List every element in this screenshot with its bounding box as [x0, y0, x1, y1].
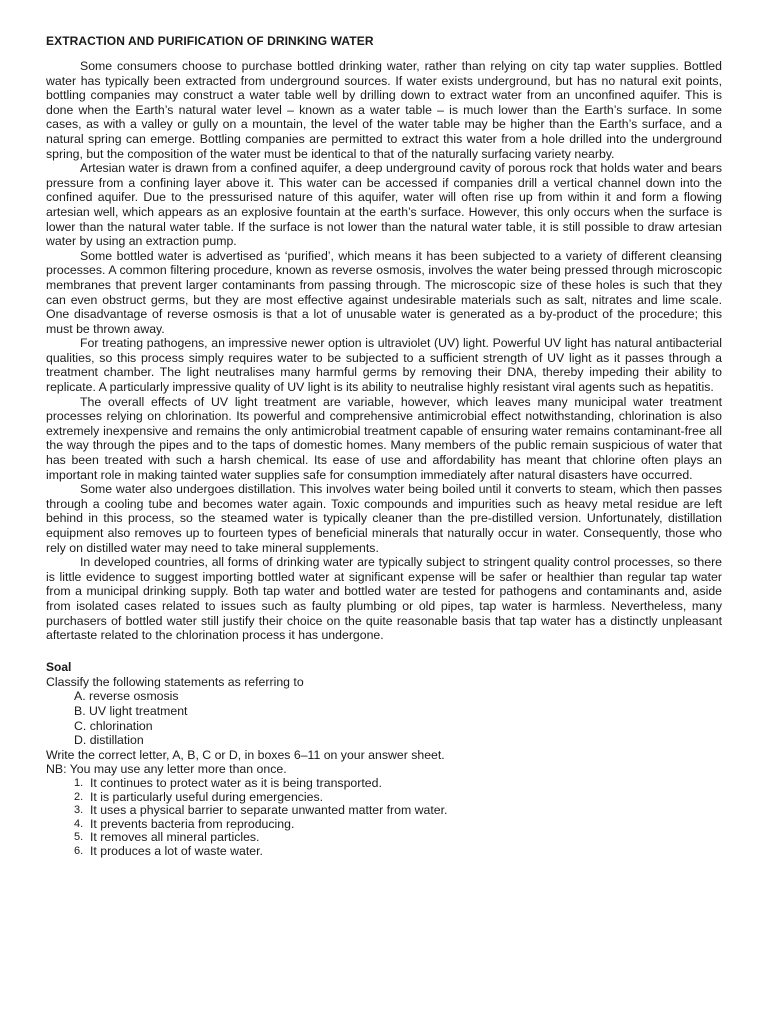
paragraph-4: For treating pathogens, an impressive newer option is ultraviolet (UV) light. Powerful UV light has natural antibacterial qualities, so this process simply requires water to be subjected to a sufficient strength of UV light as it passes through a treatment chamber. The light neutralises many harmful germs by removing their DNA, thereby impeding their ability to replicate. A particularly impressive quality of UV light is its ability to neutralise highly resistant viral agents such as hepatitis.	[46, 336, 722, 395]
question-number: 1.	[74, 776, 84, 789]
question-text: It produces a lot of waste water.	[90, 843, 263, 858]
question-list	[46, 777, 722, 859]
option-item: A. reverse osmosis	[74, 689, 179, 704]
question-text: It removes all mineral particles.	[90, 830, 260, 845]
paragraph-5: The overall effects of UV light treatment are variable, however, which leaves many municipal water treatment processes relying on chlorination. Its powerful and comprehensive antimicrobial effect notwithstanding, chlorination is also extremely inexpensive and remains the only antimicrobial treatment capable of ensuring water remains contaminant-free all the way through the pipes and to the taps of domestic homes. Many members of the public remain suspicious of water that has been treated with such a harsh chemical. Its ease of use and affordability has meant that chlorine often plays an important role in making tainted water supplies safe for consumption immediately after natural disasters have occurred.	[46, 394, 722, 482]
paragraph-6: Some water also undergoes distillation. This involves water being boiled until it converts to steam, which then passes through a cooling tube and becomes water again. Toxic compounds and impurities such as heavy metal residue are left behind in this process, so the steamed water is typically cleaner than the pre-distilled version. Unfortunately, distillation equipment also removes up to fourteen types of beneficial minerals that naturally occur in water. Consequently, those who rely on distilled water may need to take mineral supplements.	[46, 482, 722, 555]
question-number: 4.	[74, 817, 84, 830]
paragraph-3: Some bottled water is advertised as ‘purified’, which means it has been subjected to a variety of different cleansing processes. A common filtering procedure, known as reverse osmosis, involves the water being pressed through microscopic membranes that prevent larger contaminants from passing through. The microscopic size of these holes is such that they can even obstruct germs, but they are most effective against undesirable materials such as salt, nitrates and lime scale. One disadvantage of reverse osmosis is that a lot of unusable water is generated as a by-product of the procedure; this must be thrown away.	[46, 248, 722, 336]
document-page	[46, 34, 722, 858]
soal-heading: Soal	[46, 659, 72, 674]
option-item: D. distillation	[74, 733, 144, 748]
question-item	[74, 777, 722, 791]
question-item	[74, 845, 722, 859]
question-text: It uses a physical barrier to separate unwanted matter from water.	[90, 803, 448, 818]
write-instruction: Write the correct letter, A, B, C or D, in boxes 6–11 on your answer sheet.	[46, 747, 445, 762]
soal-instruction: Classify the following statements as referring to	[46, 674, 304, 689]
question-text: It is particularly useful during emergencies.	[90, 789, 324, 804]
question-text: It continues to protect water as it is being transported.	[90, 775, 382, 790]
question-number: 2.	[74, 790, 84, 803]
paragraph-2: Artesian water is drawn from a confined aquifer, a deep underground cavity of porous rock that holds water and bears pressure from a confining layer above it. This water can be accessed if companies drill a vertical channel down into the confined aquifer. Due to the pressurised nature of this aquifer, water will often rise up from within it and form a flowing artesian well, which appears as an explosive fountain at the earth’s surface. However, this only occurs when the surface is lower than the natural water table. If the surface is not lower than the natural water table, it is still possible to draw artesian water by using an extraction pump.	[46, 161, 722, 249]
nb-note: NB: You may use any letter more than once.	[46, 762, 287, 777]
question-number: 3.	[74, 804, 84, 817]
question-text: It prevents bacteria from reproducing.	[90, 816, 295, 831]
document-title: EXTRACTION AND PURIFICATION OF DRINKING WATER	[46, 34, 374, 48]
option-item: C. chlorination	[74, 718, 153, 733]
answer-options	[46, 689, 722, 747]
question-item	[74, 831, 722, 845]
question-item	[74, 804, 722, 818]
paragraph-1: Some consumers choose to purchase bottled drinking water, rather than relying on city tap water supplies. Bottled water has typically been extracted from underground sources. If water exists underground, but has no natural exit points, bottling companies may construct a water table well by drilling down to extract water from an unconfined aquifer. This is done when the Earth’s natural water level – known as a water table – is much lower than the Earth’s surface. In some cases, as with a valley or gully on a mountain, the level of the water table may be higher than the Earth’s surface, and a natural spring can emerge. Bottling companies are permitted to extract this water from a hole drilled into the underground spring, but the composition of the water must be identical to that of the naturally surfacing variety nearby.	[46, 59, 722, 161]
question-item	[74, 818, 722, 832]
question-number: 5.	[74, 831, 84, 844]
paragraph-7: In developed countries, all forms of drinking water are typically subject to stringent quality control processes, so there is little evidence to suggest importing bottled water at significant expense will be safer or healthier than regular tap water from a municipal drinking supply. Both tap water and bottled water are tested for pathogens and contaminants and, aside from isolated cases related to issues such as faulty plumbing or old pipes, tap water is harmless. Nevertheless, many purchasers of bottled water still justify their choice on the quite reasonable basis that tap water has a distinctly unpleasant aftertaste related to the chlorination process it has undergone.	[46, 555, 722, 643]
question-number: 6.	[74, 844, 84, 857]
option-item: B. UV light treatment	[74, 703, 188, 718]
question-item	[74, 791, 722, 805]
